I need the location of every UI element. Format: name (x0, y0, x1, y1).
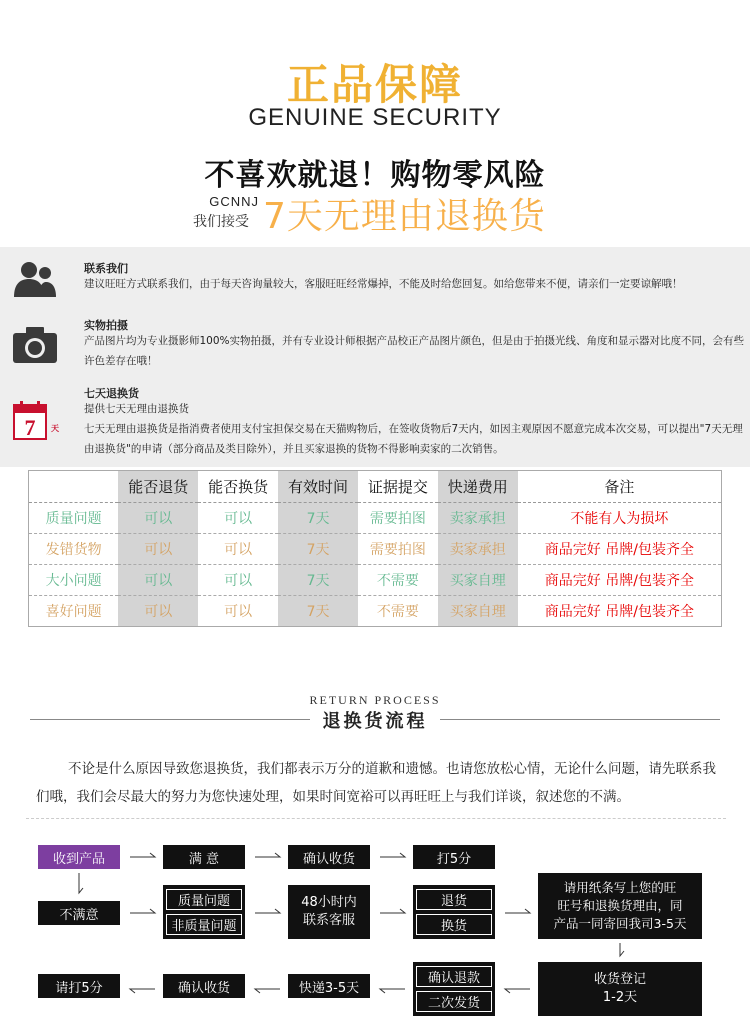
flow-received: 收到产品 (38, 845, 120, 869)
table-cell: 发错货物 (29, 534, 119, 565)
table-header: 能否退货 (118, 471, 198, 503)
info-title: 联系我们 (84, 262, 128, 275)
flow-contact-line: 联系客服 (302, 913, 355, 928)
accept-label: 我们接受 (193, 214, 249, 230)
info-text: 产品图片均为专业摄影师100%实物拍摄，并有专业设计师根据产品校正产品图片颜色，但是由于拍摄光线、角度和显示器对比度不同，会有些许色差存在哦！ (84, 335, 745, 367)
headline: 不喜欢就退！购物零风险 (204, 158, 546, 193)
table-cell: 7天 (278, 565, 358, 596)
table-cell-note: 不能有人为损坏 (518, 503, 722, 534)
title-en: GENUINE SECURITY (248, 104, 502, 131)
arrow-left-icon (255, 989, 280, 993)
flow-express: 快递3-5天 (288, 974, 370, 998)
arrow-right-icon (255, 853, 280, 857)
return-process-title-cn: 退换货流程 (322, 711, 428, 732)
flow-return: 退货 (416, 889, 492, 910)
flow-confirm-receipt-2: 确认收货 (163, 974, 245, 998)
table-header: 证据提交 (358, 471, 438, 503)
table-cell: 买家自理 (438, 565, 518, 596)
table-cell-note: 商品完好 吊牌/包装齐全 (544, 604, 694, 620)
table-cell: 7天 (278, 503, 358, 534)
arrow-left-icon (130, 989, 155, 993)
arrow-down-icon (79, 873, 83, 893)
table-cell: 卖家承担 (438, 534, 518, 565)
flow-note-line: 旺号和退换货理由，同 (557, 898, 683, 913)
table-cell: 可以 (224, 604, 253, 620)
flow-note-line: 产品一同寄回我司3-5天 (553, 916, 687, 931)
table-cell: 需要拍图 (358, 503, 438, 534)
calendar-suffix: 天 (51, 424, 59, 433)
arrow-right-icon (255, 909, 280, 913)
table-cell: 喜好问题 (45, 604, 102, 620)
arrow-right-icon (380, 853, 405, 857)
table-header: 快递费用 (438, 471, 518, 503)
table-cell: 不需要 (376, 604, 419, 620)
table-cell: 7天 (278, 596, 358, 627)
table-cell: 卖家承担 (438, 503, 518, 534)
return-process-description: 不论是什么原因导致您退换货，我们都表示万分的道歉和遗憾。也请您放松心情，无论什么问题，请先联系我们哦，我们会尽最大的努力为您快速处理，如果时间宽裕可以再旺旺上与我们详谈，叙述您的不满。 (36, 761, 716, 805)
flow-rate-5-request: 请打5分 (38, 974, 120, 998)
table-header: 有效时间 (278, 471, 358, 503)
table-cell: 可以 (118, 534, 198, 565)
table-cell: 7天 (278, 534, 358, 565)
flow-non-quality-issue: 非质量问题 (166, 914, 242, 935)
table-cell: 需要拍图 (358, 534, 438, 565)
return-process-title-en: RETURN PROCESS (309, 693, 441, 707)
table-cell: 可以 (198, 534, 278, 565)
flow-second-shipment: 二次发货 (416, 991, 492, 1012)
table-header: 能否换货 (198, 471, 278, 503)
arrow-down-icon (620, 943, 624, 956)
flow-satisfied: 满 意 (163, 845, 245, 869)
flow-quality-issue: 质量问题 (166, 889, 242, 910)
info-title: 七天退换货 (84, 387, 139, 400)
table-header: 备注 (518, 471, 722, 503)
flow-note-line: 请用纸条写上您的旺 (563, 880, 677, 895)
table-cell: 可以 (118, 596, 198, 627)
brand-name: GCNNJ (209, 194, 259, 209)
flow-register-line: 收货登记 (593, 972, 646, 987)
arrow-right-icon (130, 909, 155, 913)
flow-confirm-receipt: 确认收货 (288, 845, 370, 869)
flow-confirm-refund: 确认退款 (416, 966, 492, 987)
table-cell: 质量问题 (29, 503, 119, 534)
info-text: 七天无理由退换货是指消费者使用支付宝担保交易在天猫购物后，在签收货物后7天内，如因主观原因不愿意完成本次交易，可以提出"7天无理由退换货"的申请（部分商品及类目除外），并且买家退换的货物不得影响卖家的二次销售。 (84, 423, 743, 455)
table-cell: 可以 (198, 565, 278, 596)
flow-register-line: 1-2天 (602, 990, 638, 1005)
arrow-left-icon (380, 989, 405, 993)
flow-rate-5: 打5分 (413, 845, 495, 869)
info-text: 建议旺旺方式联系我们，由于每天咨询量较大，客服旺旺经常爆掉，不能及时给您回复。如给您带来不便，请亲们一定要谅解哦！ (84, 278, 683, 290)
arrow-right-icon (380, 909, 405, 913)
flow-contact-line: 48小时内 (301, 895, 357, 910)
flow-exchange: 换货 (416, 914, 492, 935)
table-cell: 不需要 (358, 565, 438, 596)
table-cell-note: 商品完好 吊牌/包装齐全 (518, 565, 722, 596)
arrow-left-icon (505, 989, 530, 993)
info-title: 实物拍摄 (84, 319, 128, 332)
info-text: 提供七天无理由退换货 (84, 403, 189, 415)
table-cell-note: 商品完好 吊牌/包装齐全 (518, 534, 722, 565)
arrow-right-icon (505, 909, 530, 913)
title-cn: 正品保障 (286, 60, 463, 109)
table-cell: 可以 (118, 503, 198, 534)
arrow-right-icon (130, 853, 155, 857)
table-cell: 可以 (118, 565, 198, 596)
flow-not-satisfied: 不满意 (38, 901, 120, 925)
table-cell: 可以 (198, 503, 278, 534)
calendar-number: 7 (24, 415, 36, 440)
table-cell: 大小问题 (29, 565, 119, 596)
policy-highlight: 7天无理由退换货 (263, 196, 546, 237)
table-cell: 买家自理 (438, 596, 518, 627)
